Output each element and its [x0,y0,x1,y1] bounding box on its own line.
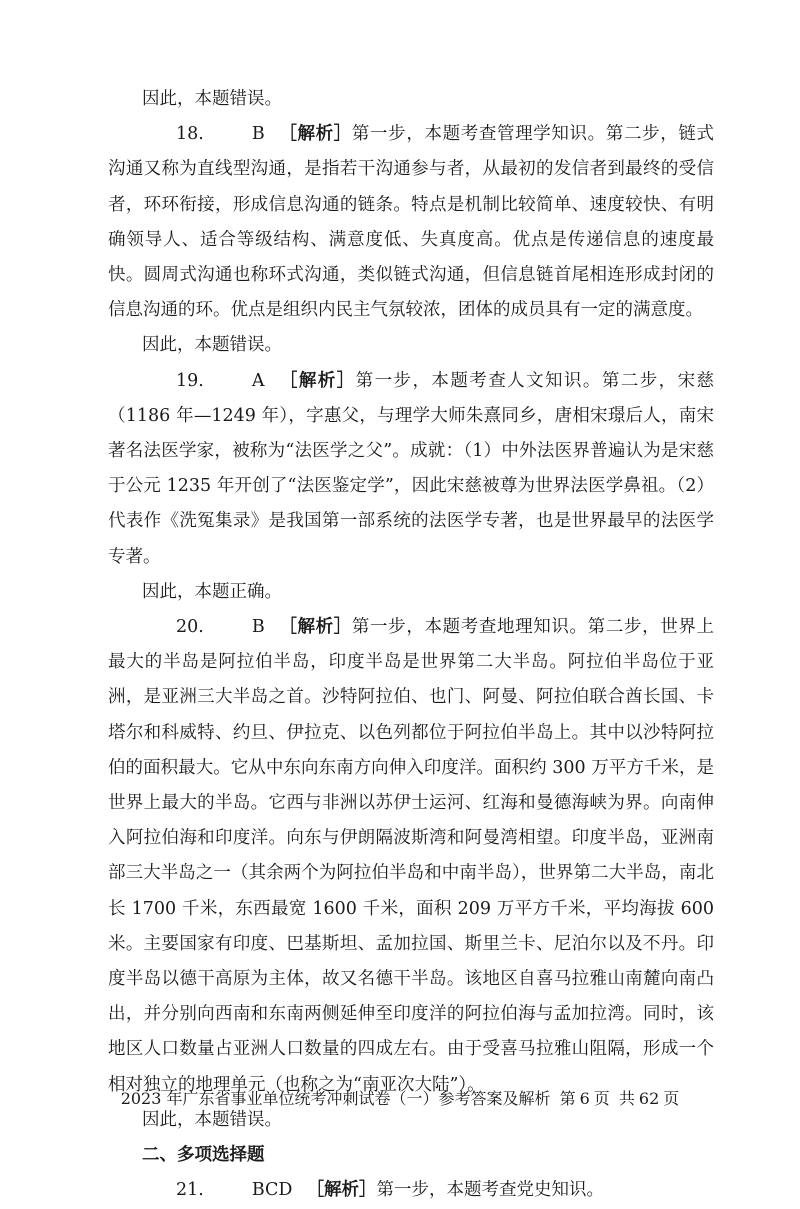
answer-letter: B [251,124,265,145]
answer-letter: BCD [251,1180,293,1201]
footer-page-number: 6 [579,1089,590,1108]
question-number: 18. [176,124,204,145]
conclusion-paragraph: 因此，本题错误。 [142,89,282,109]
footer-page-prefix: 第 [559,1089,576,1108]
footer-total-pages: 62 [638,1089,660,1108]
question-19-explanation [108,364,714,575]
document-body [108,82,714,1209]
answer-letter: B [251,617,265,638]
question-number: 20. [176,617,204,638]
conclusion-paragraph: 因此，本题错误。 [142,335,282,356]
explanation-text: 第一步，本题考查人文知识。第二步，宋慈（1186 年—1249 年），字惠父，与理学大师朱熹同乡，唐相宋璟后人，南宋著名法医学家，被称为“法医学之父”。成就：（1）中外法医界普遍认为是宋慈于公元 1235 年开创了“法医鉴定学”，因此宋慈被尊为世界法医学鼻祖。（2）代表作《洗冤集录》是我国第一部系统的法医学专著，也是世界最早的法医学专著。 [108,370,715,567]
analysis-tag: ［解析］ [278,124,352,145]
question-20-explanation [108,610,714,1103]
answer-letter: A [251,370,265,391]
analysis-tag: ［解析］ [278,617,352,638]
question-number: 19. [176,370,204,391]
footer-total-prefix: 共 [618,1089,635,1108]
question-number: 21. [176,1180,204,1201]
question-21-explanation [108,1173,714,1208]
section-heading: 二、多项选择题 [142,1145,265,1166]
footer-total-suffix: 页 [663,1089,680,1108]
analysis-tag: ［解析］ [278,370,356,391]
explanation-text: 第一步，本题考查党史知识。 [376,1180,604,1201]
footer-page-suffix: 页 [593,1089,610,1108]
explanation-text: 第一步，本题考查地理知识。第二步，世界上最大的半岛是阿拉伯半岛，印度半岛是世界第二大半岛。阿拉伯半岛位于亚洲，是亚洲三大半岛之首。沙特阿拉伯、也门、阿曼、阿拉伯联合酋长国、卡塔尔和科威特、约旦、伊拉克、以色列都位于阿拉伯半岛上。其中以沙特阿拉伯的面积最大。它从中东向东南方向伸入印度洋。面积约 300 万平方千米，是世界上最大的半岛。它西与非洲以苏伊士运河、红海和曼德海峡为界。向南伸入阿拉伯海和印度洋。向东与伊朗隔波斯湾和阿曼湾相望。印度半岛，亚洲南部三大半岛之一（其余两个为阿拉伯半岛和中南半岛），世界第二大半岛，南北长 1700 千米，东西最宽 1600 千米，面积 209 万平方千米，平均海拔 600 米。主要国家有印度、巴基斯坦、孟加拉国、斯里兰卡、尼泊尔以及不丹。印度半岛以德干高原为主体，故又名德干半岛。该地区自喜马拉雅山南麓向南凸出，并分别向西南和东南两侧延伸至印度洋的阿拉伯海与孟加拉湾。同时，该地区人口数量占亚洲人口数量的四成左右。由于受喜马拉雅山阻隔，形成一个相对独立的地理单元（也称之为“南亚次大陆”）。 [108,617,715,1095]
question-18-explanation [108,117,714,328]
explanation-text: 第一步，本题考查管理学知识。第二步，链式沟通又称为直线型沟通，是指若干沟通参与者，从最初的发信者到最终的受信者，环环衔接，形成信息沟通的链条。特点是机制比较简单、速度较快、有明确领导人、适合等级结构、满意度低、失真度高。优点是传递信息的速度最快。圆周式沟通也称环式沟通，类似链式沟通，但信息链首尾相连形成封闭的信息沟通的环。优点是组织内民主气氛较浓，团体的成员具有一定的满意度。 [108,124,715,321]
analysis-tag: ［解析］ [306,1180,377,1201]
page-footer [0,1086,800,1109]
conclusion-paragraph: 因此，本题正确。 [142,581,282,602]
conclusion-paragraph: 因此，本题错误。 [142,1109,282,1130]
footer-title: 2023 年广东省事业单位统考冲刺试卷（一）参考答案及解析 [120,1089,551,1108]
